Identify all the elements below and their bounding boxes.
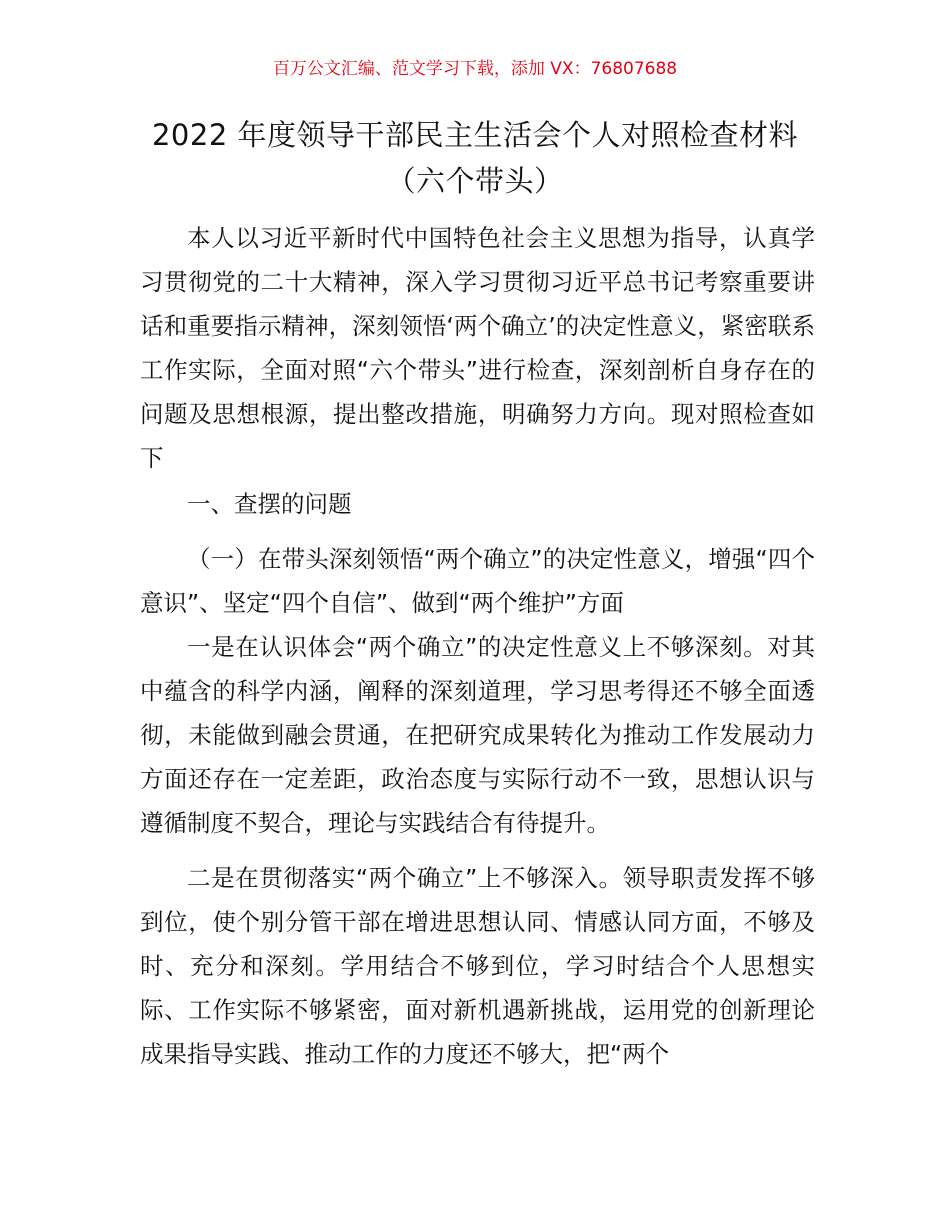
subsection-heading: （一）在带头深刻领悟“两个确立”的决定性意义，增强“四个意识”、坚定“四个自信”、做到“两个维护”方面	[140, 545, 815, 617]
document-title: 2022 年度领导干部民主生活会个人对照检查材料（六个带头）	[151, 118, 799, 198]
body-paragraph-2: 二是在贯彻落实“两个确立”上不够深入。领导职责发挥不够到位，使个别分管干部在增进思想认同、情感认同方面，不够及时、充分和深刻。学用结合不够到位，学习时结合个人思想实际、工作实际不够紧密，面对新机遇新挑战，运用党的创新理论成果指导实践、推动工作的力度还不够大，把“两个	[140, 864, 815, 1068]
section-heading: 一、查摆的问题	[187, 490, 352, 518]
intro-paragraph: 本人以习近平新时代中国特色社会主义思想为指导，认真学习贯彻党的二十大精神，深入学习贯彻习近平总书记考察重要讲话和重要指示精神，深刻领悟‘两个确立’的决定性意义，紧密联系工作实际，全面对照“六个带头”进行检查，深刻剖析自身存在的问题及思想根源，提出整改措施，明确努力方向。现对照检查如下	[140, 224, 815, 472]
watermark-banner: 百万公文汇编、范文学习下载，添加 VX：76807688	[272, 59, 678, 79]
body-paragraph-1: 一是在认识体会“两个确立”的决定性意义上不够深刻。对其中蕴含的科学内涵，阐释的深刻道理，学习思考得还不够全面透彻，未能做到融会贯通，在把研究成果转化为推动工作发展动力方面还存在一定差距，政治态度与实际行动不一致，思想认识与遵循制度不契合，理论与实践结合有待提升。	[140, 633, 815, 837]
